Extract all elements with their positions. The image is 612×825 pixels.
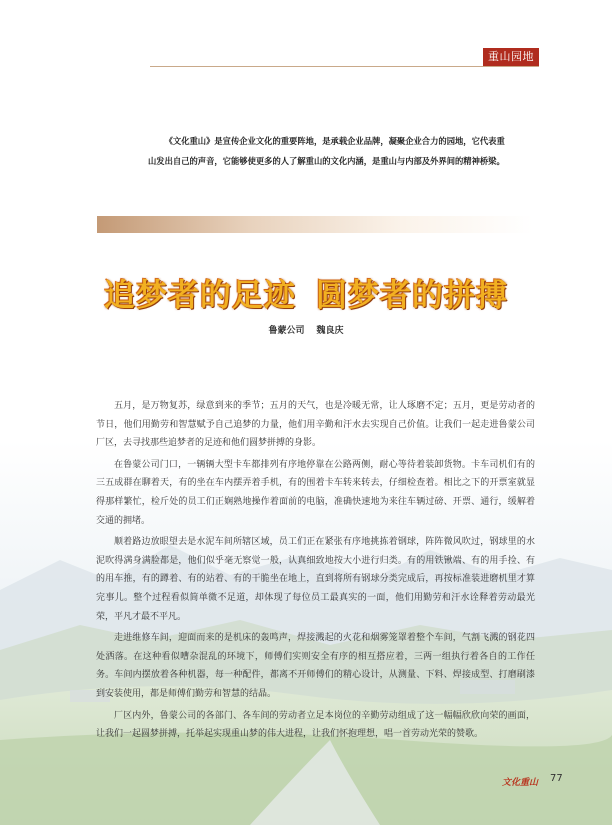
paragraph-2: 在鲁蒙公司门口，一辆辆大型卡车都排列有序地停靠在公路两侧，耐心等待着装卸货物。卡车司机们有的三五成群在聊着天，有的坐在车内摆弄着手机，有的围着卡车转来转去，仔细检查着。相比之下的开票室就显得那样繁忙，检斤处的员工们正娴熟地操作着面前的电脑，准确快速地为来往车辆过磅、开票、通行，缓解着交通的拥堵。 [96,459,535,526]
intro-text: 《文化重山》是宣传企业文化的重要阵地，是承载企业品牌，凝聚企业合力的园地，它代表重山发出自己的声音，它能够使更多的人了解重山的文化内涵，是重山与内部及外界间的精神桥梁。 [148,136,505,166]
article-title [0,270,612,315]
paragraph-3: 顺着路边放眼望去是水泥车间所辖区域，员工们正在紧张有序地挑拣着钢球，阵阵微风吹过，钢球里的水泥吹得满身满脸都是，他们似乎毫无察觉一般，认真细致地按大小进行归类。有的用铁锹端、有的用手捡、有的用车推，有的蹲着、有的站着、有的干脆坐在地上，直到将所有钢球分类完成后，再按标准装进磨机里才算完事儿。整个过程看似简单微不足道，却体现了每位员工最真实的一面，他们用勤劳和汗水诠释着劳动最光荣，平凡才最不平凡。 [96,537,535,622]
publication-logo: 文化重山 [502,778,539,788]
section-divider [150,66,539,67]
intro-box [148,131,508,171]
paragraph-1: 五月，是万物复苏，绿意到来的季节；五月的天气，也是冷暖无常，让人琢磨不定；五月，更是劳动者的节日，他们用勤劳和智慧赋予自己追梦的力量，他们用辛勤和汗水去实现自己价值。让我们一起走进鲁蒙公司厂区，去寻找那些追梦者的足迹和他们圆梦拼搏的身影。 [96,401,535,449]
decorative-band [97,216,533,233]
paragraph-4: 走进维修车间，迎面而来的是机床的轰鸣声，焊接溅起的火花和烟雾笼罩着整个车间，气割飞溅的钢花四处洒落。在这种看似嘈杂混乱的环境下，师傅们实则安全有序的相互搭应着，三两一组执行着各自的工作任务。车间内摆放着各种机器，每一种配件，都离不开师傅们的精心设计，从测量、下料、焊接成型、打磨刷漆到安装使用，都是师傅们勤劳和智慧的结晶。 [96,633,535,699]
byline [0,323,612,336]
byline-company: 鲁蒙公司 [268,326,305,336]
page-number: 77 [550,773,563,784]
title-part-1: 追梦者的足迹 [104,278,296,314]
section-tag: 重山园地 [483,48,539,66]
paragraph-5: 厂区内外，鲁蒙公司的各部门、各车间的劳动者立足本岗位的辛勤劳动组成了这一幅幅欣欣向荣的画面，让我们一起圆梦拼搏，托举起实现重山梦的伟大进程，让我们怀抱理想，唱一首劳动光荣的赞歌。 [96,710,535,740]
byline-author: 魏良庆 [316,326,344,336]
title-part-2: 圆梦者的拼搏 [316,278,508,314]
article-body [96,397,535,747]
